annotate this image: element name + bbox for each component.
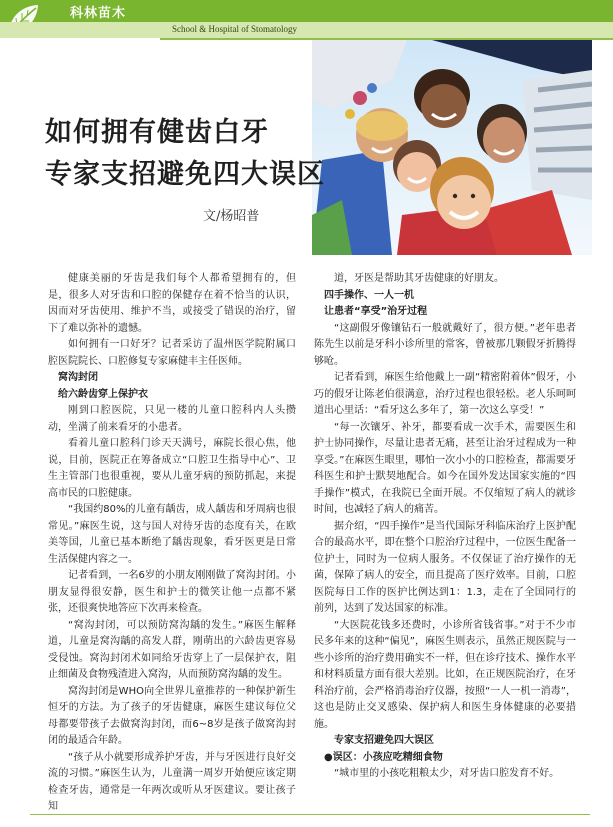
paragraph: 窝沟封闭是WHO向全世界儿童推荐的一种保护新生恒牙的方法。为了孩子的牙齿健康，麻医生建议每位父母都要带孩子去做窝沟封闭，而6~8岁是孩子做窝沟封闭的最适合年龄。 bbox=[48, 685, 296, 746]
paragraph: 据介绍，“四手操作”是当代国际牙科临床治疗上医护配合的最高水平，即在整个口腔治疗过程中，一位医生配备一位护士，同时为一位病人服务。不仅保证了治疗操作的无菌，保障了病人的安全，而且提高了医疗效率。目前，口腔医院每日工作的医护比例达到1：1.3，走在了全国同行的前列，达到了发达国家的标准。 bbox=[314, 520, 576, 614]
hero-photo bbox=[312, 40, 592, 255]
footer-divider bbox=[30, 814, 590, 815]
paragraph: “我国约80%的儿童有龋齿，成人龋齿和牙周病也很常见。”麻医生说，这与国人对待牙齿的态度有关，在欧美等国，儿童已基本断绝了龋齿现象，看牙医更是日常生活保健内容之一。 bbox=[48, 504, 296, 565]
paragraph: “每一次镶牙、补牙，都要看成一次手术，需要医生和护士协同操作，尽量让患者无痛，甚至让治牙过程成为一种享受。”在麻医生眼里，哪怕一次小小的口腔检查，都需要牙科医生和护士默契地配合。如今在国外发达国家实施的“四手操作”模式，在我院已全面开展。不仅缩短了病人的就诊时间，也减轻了病人的痛苦。 bbox=[314, 421, 576, 515]
article-column-2 bbox=[314, 271, 576, 783]
subheading: 四手操作、一人一机 bbox=[324, 289, 414, 301]
paragraph: “这副假牙像镶钻石一般就戴好了，很方便。”老年患者陈先生以前是牙科小诊所里的常客，曾被那几颗假牙折腾得够呛。 bbox=[314, 322, 576, 367]
paragraph: 记者看到，一名6岁的小朋友刚刚做了窝沟封闭。小朋友显得很安静，医生和护士的微笑让他一点都不紧张，还很爽快地答应下次再来检查。 bbox=[48, 570, 296, 614]
article-title-line-2: 专家支招避免四大误区 bbox=[45, 159, 325, 190]
paragraph: “孩子从小就要形成养护牙齿，并与牙医进行良好交流的习惯。”麻医生认为，儿童满一周岁开始便应该定期检查牙齿，通常是一年两次或听从牙医建议。要让孩子知 bbox=[48, 751, 296, 812]
paragraph: “窝沟封闭，可以预防窝沟龋的发生。”麻医生解释道，儿童是窝沟龋的高发人群，刚萌出的六龄齿更容易受侵蚀。窝沟封闭术如同给牙齿穿上了一层保护衣，阻止细菌及食物残渣进入窝沟，从而预防窝沟龋的发生。 bbox=[48, 619, 296, 680]
subheading: 让患者“享受”治牙过程 bbox=[324, 306, 428, 317]
paragraph: 道，牙医是帮助其牙齿健康的好朋友。 bbox=[334, 273, 504, 284]
paragraph: “大医院花钱多还费时，小诊所省钱省事。”对于不少市民多年来的这种“偏见”，麻医生则表示，虽然正规医院与一些小诊所的治疗费用确实不一样，但在诊疗技术、操作水平和材料质量方面有很大差别。比如，在正规医院治疗，在牙科治疗前，会严格消毒治疗仪器，按照“一人一机一消毒”，这也是防止交叉感染、保护病人和医生身体健康的必要措施。 bbox=[314, 619, 576, 730]
paragraph: 记者看到，麻医生给他戴上一副“精密附着体”假牙，小巧的假牙让陈老伯很满意，治疗过程也很轻松。老人乐呵呵道出心里话：“看牙这么多年了，第一次这么享受！” bbox=[314, 372, 576, 416]
subheading: 给六龄齿穿上保护衣 bbox=[58, 388, 148, 400]
subtitle-text: School & Hospital of Stomatology bbox=[172, 24, 297, 34]
paragraph: 如何拥有一口好牙？记者采访了温州医学院附属口腔医院院长、口腔修复专家麻健丰主任医师。 bbox=[48, 339, 296, 367]
subheading: ●误区：小孩应吃精细食物 bbox=[324, 751, 443, 763]
paragraph: “城市里的小孩吃粗粮太少，对牙齿口腔发育不好。 bbox=[334, 768, 560, 779]
article-column-1 bbox=[48, 271, 296, 816]
paragraph: 刚到口腔医院，只见一楼的儿童口腔科内人头攒动，坐满了前来看牙的小患者。 bbox=[48, 405, 296, 433]
section-label: 科林苗木 bbox=[70, 6, 127, 21]
article-byline: 文/杨昭普 bbox=[203, 209, 260, 224]
subheading: 专家支招避免四大误区 bbox=[334, 735, 434, 746]
paragraph: 看着儿童口腔科门诊天天满号，麻院长很心焦，他说，目前，医院正在筹备成立“口腔卫生指导中心”、卫生主管部门也很重视，要从儿童牙病的预防抓起，来提高市民的口腔健康。 bbox=[48, 438, 296, 499]
subtitle-bar bbox=[0, 22, 613, 38]
article-title-line-1: 如何拥有健齿白牙 bbox=[45, 117, 269, 148]
subheading: 窝沟封闭 bbox=[58, 372, 98, 383]
paragraph: 健康美丽的牙齿是我们每个人都希望拥有的，但是，很多人对牙齿和口腔的保健存在着不恰当的认识，因而对牙齿使用、维护不当，或接受了错误的治疗，留下了难以弥补的遗憾。 bbox=[48, 273, 296, 334]
